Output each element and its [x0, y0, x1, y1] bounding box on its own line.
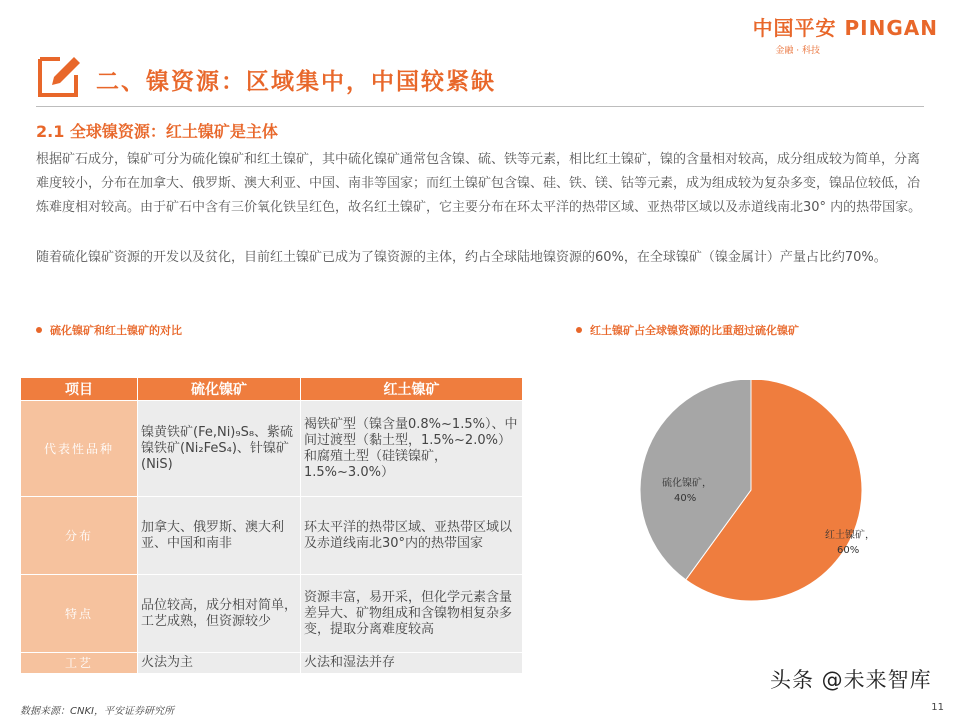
- table-heading-text: 硫化镍矿和红土镍矿的对比: [50, 324, 182, 337]
- pie-slice-value: 40%: [674, 493, 697, 504]
- comparison-table: [20, 377, 523, 674]
- section-title: 二、镍资源：区域集中，中国较紧缺: [96, 69, 496, 95]
- sulfide-cell: 镍黄铁矿(Fe,Ni)₉S₈、紫硫镍铁矿(Ni₂FeS₄)、针镍矿(NiS): [138, 401, 301, 497]
- logo-main-text: 中国平安 PINGAN: [752, 16, 938, 40]
- table-header-row: [21, 378, 523, 401]
- chart-heading: [576, 322, 799, 338]
- sulfide-cell: 品位较高，成分相对简单，工艺成熟，但资源较少: [138, 575, 301, 653]
- sulfide-cell: 火法为主: [138, 653, 301, 674]
- sulfide-cell: 加拿大、俄罗斯、澳大利亚、中国和南非: [138, 497, 301, 575]
- pie-chart: [620, 380, 900, 620]
- pie-slice-label: 硫化镍矿，: [662, 478, 712, 489]
- table-row: [21, 401, 523, 497]
- laterite-cell: 环太平洋的热带区域、亚热带区域以及赤道线南北30°内的热带国家: [301, 497, 523, 575]
- row-label: 分布: [21, 497, 138, 575]
- table-heading: [36, 322, 182, 338]
- watermark: 头条 @未来智库: [770, 668, 932, 692]
- table-row: [21, 653, 523, 674]
- table-row: [21, 497, 523, 575]
- edit-icon: [36, 53, 80, 97]
- chart-heading-text: 红土镍矿占全球镍资源的比重超过硫化镍矿: [590, 324, 799, 337]
- header-sulfide: 硫化镍矿: [138, 378, 301, 401]
- paragraph-1: 根据矿石成分，镍矿可分为硫化镍矿和红土镍矿，其中硫化镍矿通常包含镍、硫、铁等元素，相比红土镍矿，镍的含量相对较高，成分组成较为简单，分离难度较小，分布在加拿大、俄罗斯、澳大利亚、中国、南非等国家；而红土镍矿包含镍、硅、铁、镁、钴等元素，成为组成较为复杂多变，镍品位较低，冶炼难度相对较高。由于矿石中含有三价氧化铁呈红色，故名红土镍矿，它主要分布在环太平洋的热带区域、亚热带区域以及赤道线南北30° 内的热带国家。: [36, 152, 922, 215]
- pie-slice-value: 60%: [837, 545, 860, 556]
- bullet-dot-icon: [576, 327, 582, 333]
- page-number: 11: [931, 702, 944, 713]
- header-laterite: 红土镍矿: [301, 378, 523, 401]
- pie-slice-label: 红土镍矿，: [825, 530, 875, 541]
- laterite-cell: 资源丰富，易开采，但化学元素含量差异大、矿物组成和含镍物相复杂多变，提取分离难度较高: [301, 575, 523, 653]
- company-logo: [753, 12, 938, 56]
- table-row: [21, 575, 523, 653]
- header-item: 项目: [21, 378, 138, 401]
- bullet-dot-icon: [36, 327, 42, 333]
- sub-title: 2.1 全球镍资源：红土镍矿是主体: [36, 122, 278, 141]
- logo-sub-text: 金融 · 科技: [775, 46, 820, 56]
- title-divider: [36, 106, 924, 107]
- laterite-cell: 火法和湿法并存: [301, 653, 523, 674]
- row-label: 工艺: [21, 653, 138, 674]
- laterite-cell: 褐铁矿型（镍含量0.8%~1.5%）、中间过渡型（黏土型，1.5%~2.0%）和腐殖土型（硅镁镍矿，1.5%~3.0%）: [301, 401, 523, 497]
- row-label: 特点: [21, 575, 138, 653]
- paragraph-2: 随着硫化镍矿资源的开发以及贫化，目前红土镍矿已成为了镍资源的主体，约占全球陆地镍资源的60%，在全球镍矿（镍金属计）产量占比约70%。: [36, 250, 887, 265]
- source-note: 数据来源：CNKI，平安证券研究所: [20, 706, 174, 717]
- row-label: 代表性品种: [21, 401, 138, 497]
